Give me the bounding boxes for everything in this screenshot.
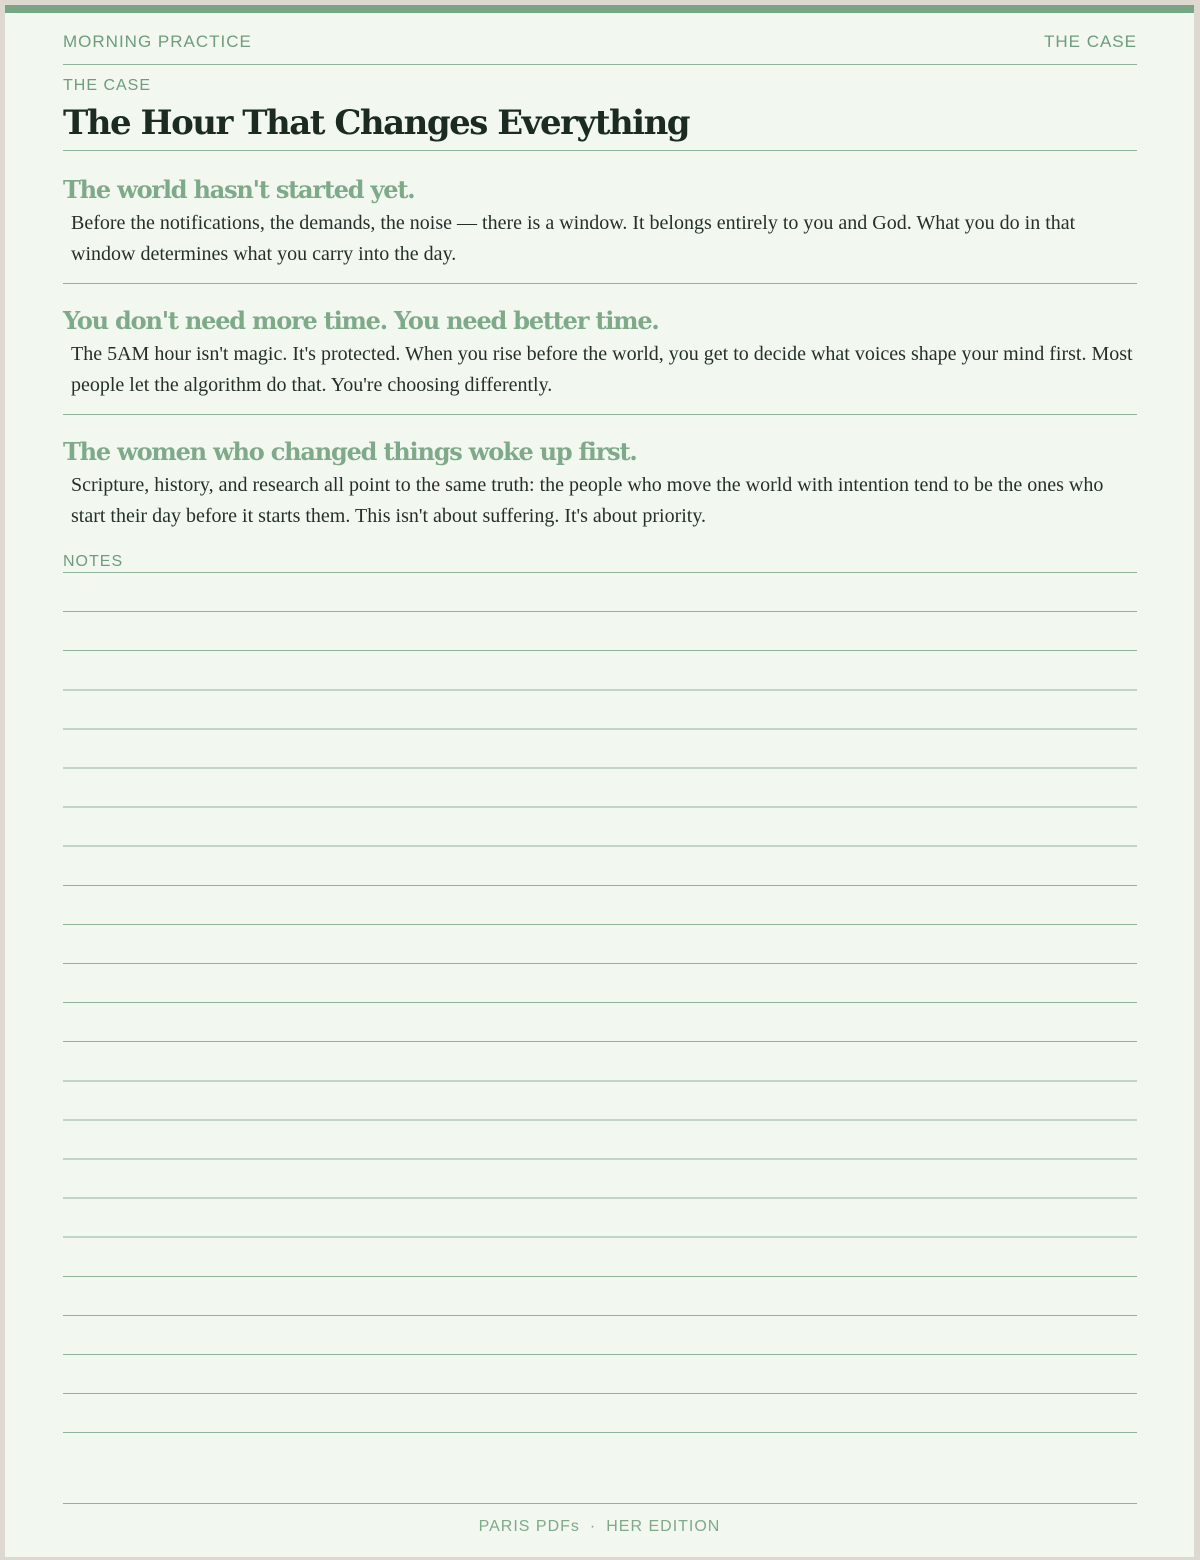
footer-edition: HER EDITION (606, 1518, 721, 1535)
footer-brand: PARIS PDFs (478, 1518, 580, 1535)
section-3-body: Scripture, history, and research all point to the same truth: the people who move the world with intention tend to be the ones who start their day before it starts them. This isn't about suffering. It's about priority. (71, 474, 1104, 527)
section-2-body: The 5AM hour isn't magic. It's protected. When you rise before the world, you get to decide what voices shape your mind first. Most people let the algorithm do that. You're choosing differently. (71, 343, 1133, 396)
section-1 (63, 175, 1137, 284)
section-1-body: Before the notifications, the demands, the noise — there is a window. It belongs entirely to you and God. What you do in that window determines what you carry into the day. (71, 212, 1076, 265)
notes-writing-lines[interactable] (63, 572, 1137, 1452)
page-header (63, 30, 1137, 65)
header-left-label: MORNING PRACTICE (63, 32, 252, 51)
footer-divider (63, 1503, 1137, 1504)
footer-separator: · (589, 1518, 597, 1535)
section-eyebrow: THE CASE (63, 77, 152, 94)
worksheet-page (5, 5, 1194, 1557)
section-3-heading: The women who changed things woke up first. (63, 437, 637, 466)
section-2 (63, 306, 1137, 415)
section-1-heading: The world hasn't started yet. (63, 175, 415, 204)
header-right-label: THE CASE (1043, 32, 1137, 51)
page-title: The Hour That Changes Everything (63, 103, 1137, 151)
notes-label: NOTES (63, 553, 124, 570)
page-footer (5, 1518, 1194, 1536)
section-3 (63, 437, 1137, 537)
section-2-heading: You don't need more time. You need better time. (63, 306, 659, 335)
